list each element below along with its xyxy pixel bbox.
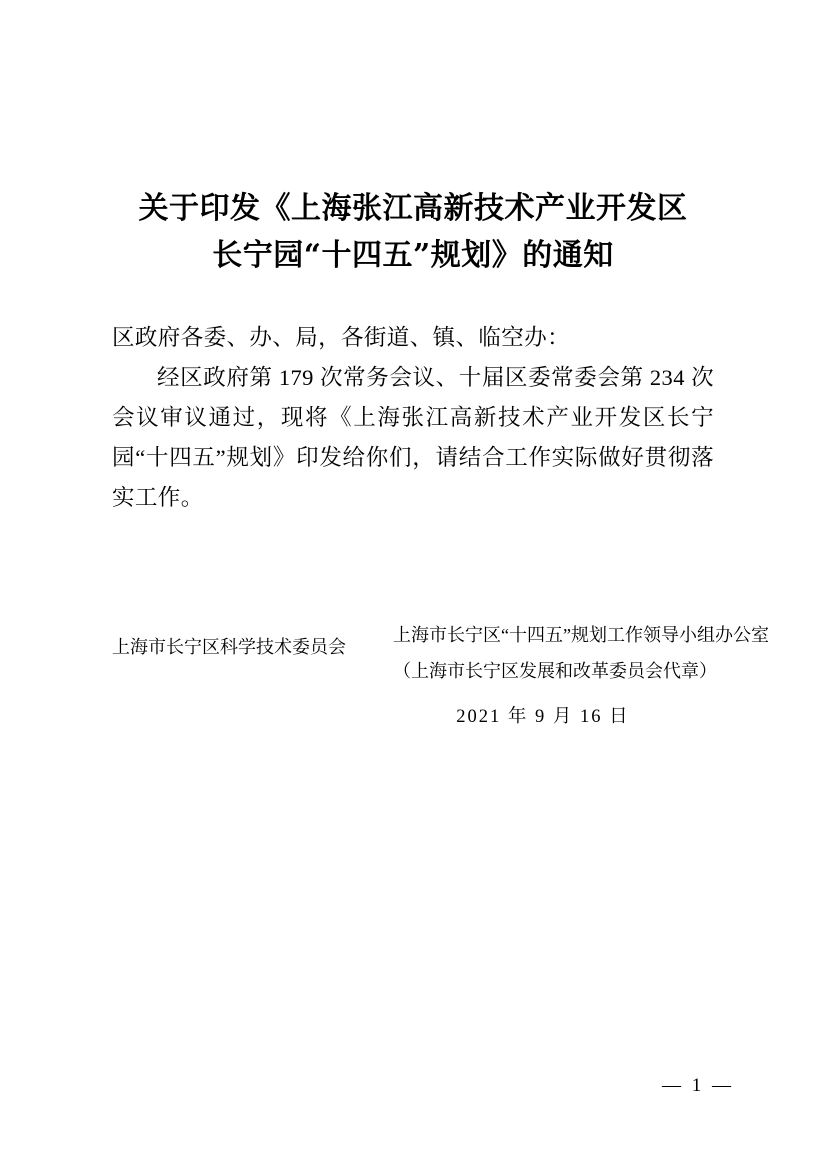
signature-organization: 上海市长宁区“十四五”规划工作领导小组办公室 bbox=[393, 625, 769, 645]
signature-right bbox=[393, 618, 769, 734]
document-body bbox=[112, 318, 714, 518]
signature-seal-note: （上海市长宁区发展和改革委员会代章） bbox=[393, 661, 717, 681]
document-title-line-1: 关于印发《上海张江高新技术产业开发区 bbox=[138, 191, 688, 226]
document-title-line-2: 长宁园“十四五”规划》的通知 bbox=[212, 238, 614, 273]
salutation: 区政府各委、办、局，各街道、镇、临空办： bbox=[112, 325, 571, 350]
body-paragraph: 经区政府第 179 次常务会议、十届区委常委会第 234 次会议审议通过，现将《上海张江高新技术产业开发区长宁园“十四五”规划》印发给你们，请结合工作实际做好贯彻落实工作。 bbox=[112, 365, 714, 510]
signature-left: 上海市长宁区科学技术委员会 bbox=[112, 637, 346, 657]
signature-date: 2021 年 9 月 16 日 bbox=[456, 707, 630, 727]
document-title bbox=[110, 185, 716, 279]
page-number: — 1 — bbox=[662, 1075, 734, 1096]
